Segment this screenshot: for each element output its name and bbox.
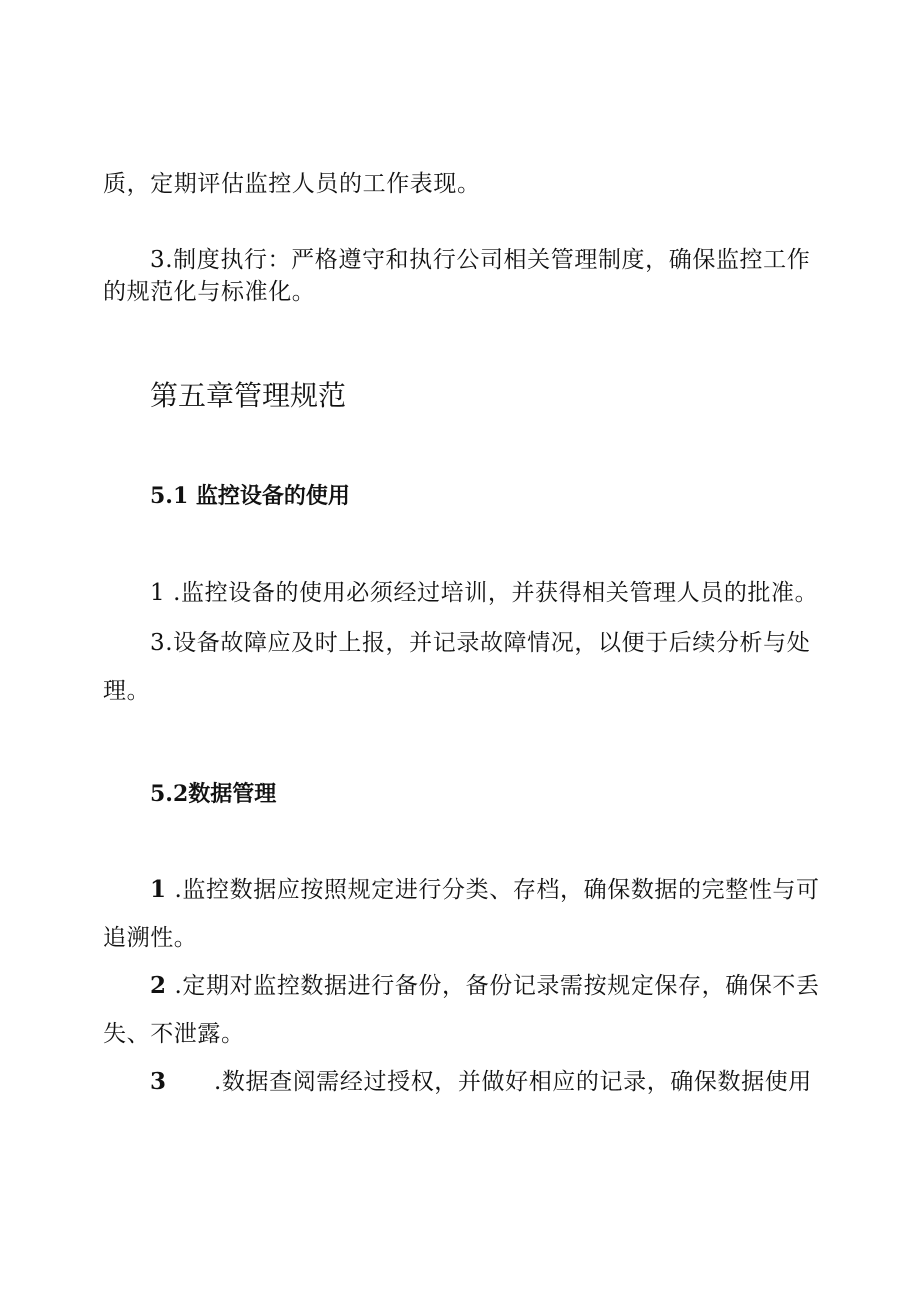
paragraph-3-line-1: 3.制度执行：严格遵守和执行公司相关管理制度，确保监控工作 — [150, 247, 811, 273]
section-5-2-item-2-line-2: 失、不泄露。 — [103, 1021, 245, 1047]
section-5-1-heading: 5.1 监控设备的使用 — [150, 483, 350, 509]
section-5-2-heading: 5.2数据管理 — [150, 781, 277, 807]
section-5-2-item-3-line-1 — [150, 1067, 812, 1097]
paragraph-3-line-2: 的规范化与标准化。 — [103, 279, 316, 305]
section-5-1-item-1: 1 .监控设备的使用必须经过培训，并获得相关管理人员的批准。 — [150, 580, 819, 606]
section-5-2-item-1-line-1 — [150, 875, 820, 905]
paragraph-continuation: 质，定期评估监控人员的工作表现。 — [103, 171, 481, 197]
chapter-title: 第五章管理规范 — [150, 379, 347, 412]
item-text: .定期对监控数据进行备份，备份记录需按规定保存，确保不丢 — [166, 973, 820, 999]
item-text: .数据查阅需经过授权，并做好相应的记录，确保数据使用 — [214, 1069, 812, 1095]
item-text: .监控数据应按照规定进行分类、存档，确保数据的完整性与可 — [166, 877, 820, 903]
section-5-2-item-1-line-2: 追溯性。 — [103, 925, 198, 951]
section-5-1-item-3-line-2: 理。 — [103, 678, 151, 704]
item-number: 3 — [150, 1068, 167, 1095]
section-5-2-item-2-line-1 — [150, 971, 820, 1001]
section-5-1-item-3-line-1: 3.设备故障应及时上报，并记录故障情况，以便于后续分析与处 — [150, 630, 811, 656]
item-number: 1 — [150, 876, 167, 903]
item-number: 2 — [150, 972, 167, 999]
